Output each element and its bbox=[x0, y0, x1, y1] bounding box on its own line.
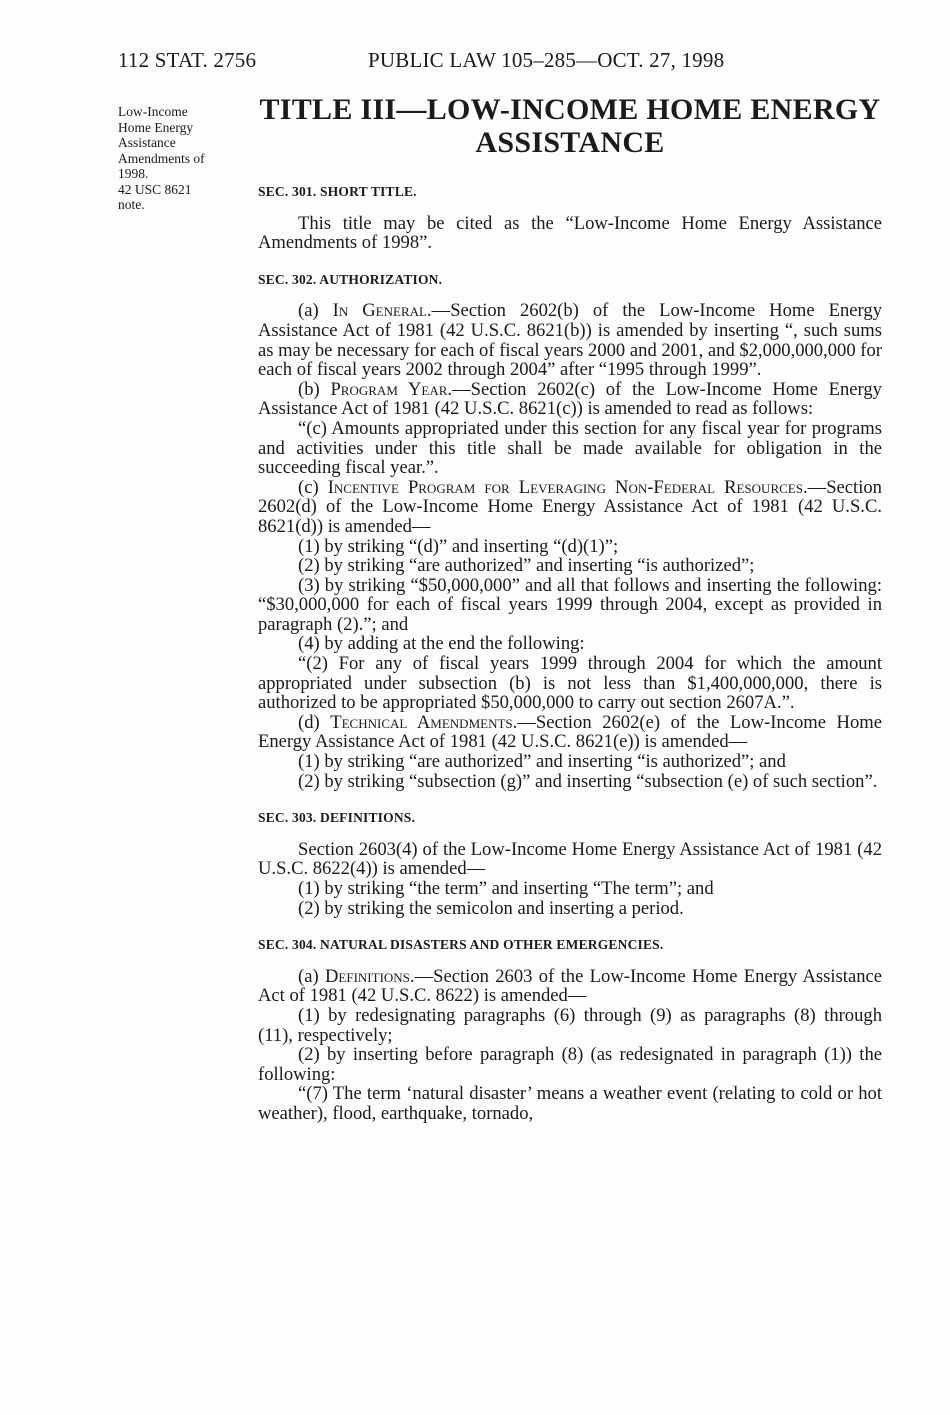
public-law-reference: PUBLIC LAW 105–285—OCT. 27, 1998 bbox=[368, 48, 725, 72]
subsection-label: (a) bbox=[298, 965, 325, 987]
margin-note-line: 42 USC 8621 bbox=[118, 181, 192, 197]
subsection-caption: Definitions. bbox=[324, 965, 415, 987]
section-302-b-quote: “(c) Amounts appropriated under this section for any fiscal year for programs and activities under this title shall be made available for obligation in the succeeding fiscal year.”. bbox=[258, 417, 882, 479]
margin-note-line: Home Energy bbox=[118, 119, 194, 135]
title-line-1: TITLE III—LOW-INCOME HOME ENERGY bbox=[259, 93, 881, 126]
section-301-heading: SEC. 301. SHORT TITLE. bbox=[258, 184, 417, 199]
list-item: (3) by striking “$50,000,000” and all that follows and inserting the following: “$30,000,000 for each of fiscal years 1999 through 2004, except as provided in paragraph (2).”; and bbox=[258, 574, 882, 635]
subsection-label: (d) bbox=[298, 711, 331, 733]
section-302-heading: SEC. 302. AUTHORIZATION. bbox=[258, 271, 443, 287]
section-302-c bbox=[258, 478, 882, 537]
section-304-quote: “(7) The term ‘natural disaster’ means a weather event (relating to cold or hot weather), flood, earthquake, tornado, bbox=[258, 1083, 882, 1124]
section-304-a bbox=[258, 967, 882, 1006]
section-303-text: Section 2603(4) of the Low-Income Home Energy Assistance Act of 1981 (42 U.S.C. 8622(4)) is amended— bbox=[258, 838, 882, 880]
section-302-d bbox=[258, 713, 882, 752]
subsection-text: —Section 2602(c) of the Low-Income Home Energy Assistance Act of 1981 (42 U.S.C. 8621(c)) is amended to read as follows: bbox=[258, 378, 882, 420]
margin-note bbox=[118, 104, 238, 213]
margin-note-line: Amendments of bbox=[118, 150, 205, 166]
statute-page-reference: 112 STAT. 2756 bbox=[118, 48, 257, 72]
subsection-caption: Technical Amendments. bbox=[330, 711, 518, 733]
list-item: (1) by redesignating paragraphs (6) through (9) as paragraphs (8) through (11), respectively; bbox=[258, 1004, 882, 1046]
subsection-text: —Section 2602(d) of the Low-Income Home Energy Assistance Act of 1981 (42 U.S.C. 8621(d)) is amended— bbox=[258, 476, 882, 537]
subsection-caption: Program Year. bbox=[330, 378, 453, 400]
margin-note-line: note. bbox=[118, 197, 145, 212]
list-item: (1) by striking “the term” and inserting “The term”; and bbox=[298, 878, 714, 899]
subsection-text: —Section 2602(e) of the Low-Income Home Energy Assistance Act of 1981 (42 U.S.C. 8621(e)) is amended— bbox=[258, 711, 882, 753]
list-item: (2) by striking “subsection (g)” and inserting “subsection (e) of such section”. bbox=[298, 770, 878, 792]
subsection-label: (a) bbox=[298, 300, 333, 322]
subsection-label: (b) bbox=[298, 378, 331, 400]
margin-note-line: 1998. bbox=[118, 166, 149, 181]
title-heading bbox=[258, 93, 882, 159]
section-302-b bbox=[258, 380, 882, 419]
list-item: (2) by striking “are authorized” and inserting “is authorized”; bbox=[298, 555, 755, 577]
margin-note-line: Assistance bbox=[118, 135, 176, 150]
section-304-heading: SEC. 304. NATURAL DISASTERS AND OTHER EMERGENCIES. bbox=[258, 937, 664, 953]
section-301-text: This title may be cited as the “Low-Income Home Energy Assistance Amendments of 1998”. bbox=[258, 212, 882, 254]
section-302-a bbox=[258, 301, 882, 379]
subsection-text: —Section 2603 of the Low-Income Home Energy Assistance Act of 1981 (42 U.S.C. 8622) is amended— bbox=[258, 965, 882, 1007]
list-item: (2) by striking the semicolon and inserting a period. bbox=[298, 897, 684, 919]
subsection-text: —Section 2602(b) of the Low-Income Home Energy Assistance Act of 1981 (42 U.S.C. 8621(b)) is amended by inserting “, such sums as may be necessary for each of fiscal years 2000 and 2001, and $2,000,000,000 for each of fiscal years 2002 through 2004” after “1995 through 1999”. bbox=[258, 300, 882, 381]
subsection-label: (c) bbox=[298, 476, 328, 498]
section-302-c-quote: “(2) For any of fiscal years 1999 through 2004 for which the amount appropriated under subsection (b) is not less than $1,400,000,000, there is authorized to be appropriated $50,000,000 to carry out section 2607A.”. bbox=[258, 653, 882, 714]
margin-note-line: Low-Income bbox=[118, 104, 188, 119]
section-303-heading: SEC. 303. DEFINITIONS. bbox=[258, 810, 416, 826]
list-item: (4) by adding at the end the following: bbox=[298, 633, 585, 655]
subsection-caption: Incentive Program for Leveraging Non-Federal Resources. bbox=[327, 476, 808, 498]
subsection-caption: In General. bbox=[332, 300, 432, 322]
list-item: (1) by striking “are authorized” and inserting “is authorized”; and bbox=[298, 751, 786, 773]
list-item: (2) by inserting before paragraph (8) (as redesignated in paragraph (1)) the following: bbox=[258, 1044, 882, 1085]
title-line-2: ASSISTANCE bbox=[475, 126, 665, 159]
document-body bbox=[258, 178, 882, 1124]
list-item: (1) by striking “(d)” and inserting “(d)(1)”; bbox=[298, 535, 619, 557]
